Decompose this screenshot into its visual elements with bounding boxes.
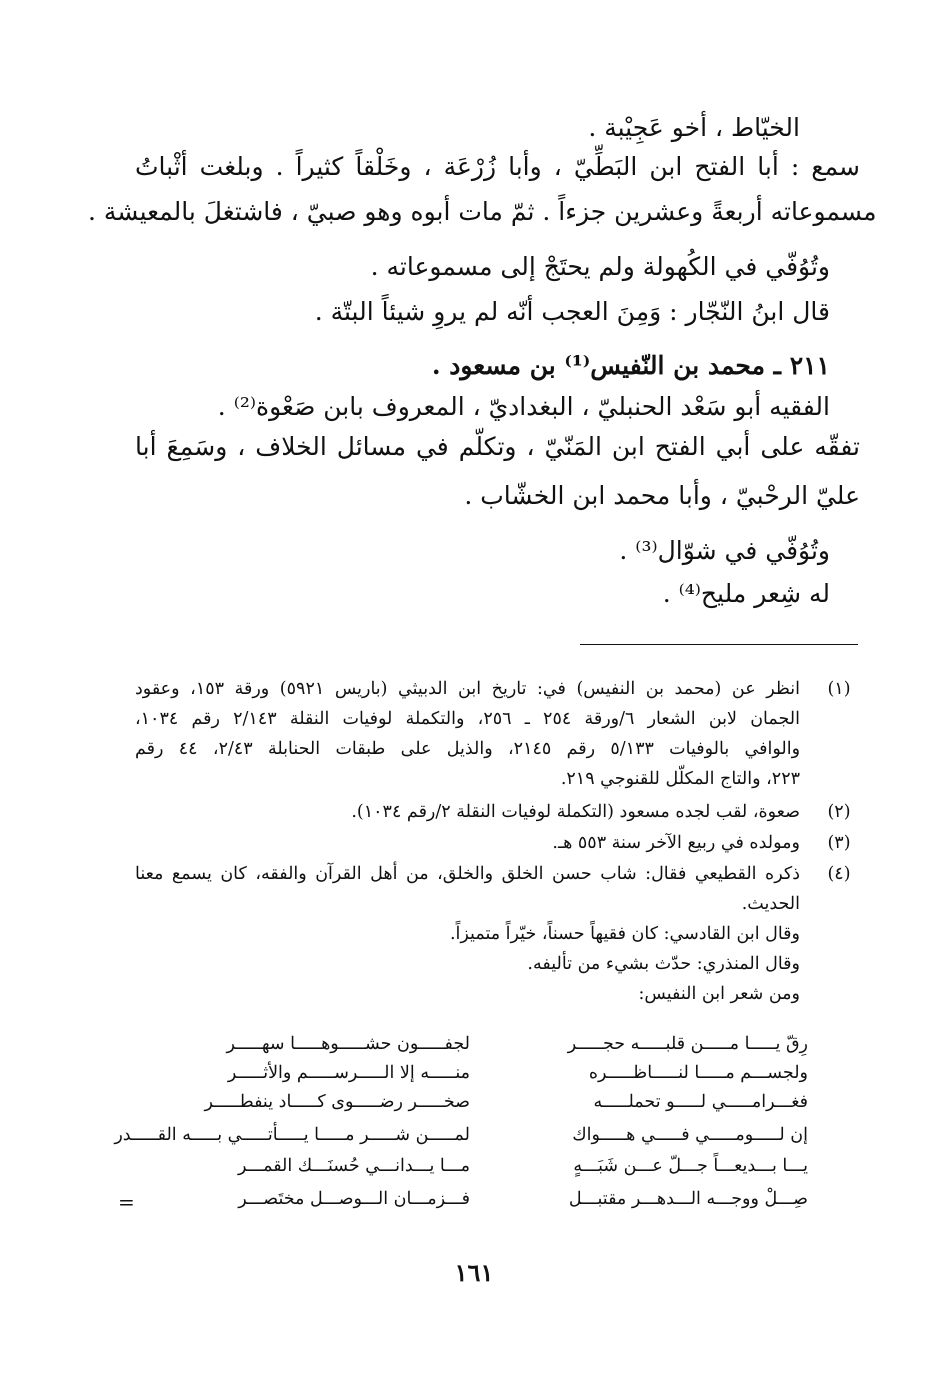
footnote-line: ومن شعر ابن النفيس: (638, 984, 800, 1004)
poem-hemistich-right: ولجســـم مـــــا لنـــــاظـــــره (588, 1063, 808, 1083)
footnote-line: الجمان لابن الشعار ٦/ورقة ٢٥٤ ـ ٢٥٦، والتكملة لوفيات النقلة ٢/١٤٣ رقم ١٠٣٤، (135, 709, 800, 729)
poem-hemistich-left: صخـــــر رضـــــوى كـــــاد ينفطـــــر (204, 1092, 470, 1112)
footnote-line: الحديث. (741, 894, 800, 914)
text-line: وتُوُفّي في شوّال⁽³⁾ . (619, 536, 830, 565)
footnote-line: والوافي بالوفيات ٥/١٣٣ رقم ٢١٤٥، والذيل على طبقات الحنابلة ٢/٤٣، ٤٤ رقم (135, 739, 801, 759)
text-line: وتُوُفّي في الكُهولة ولم يحتَجْ إلى مسموعاته . (370, 252, 830, 281)
text-line: تفقّه على أبي الفتح ابن المَنّيّ ، وتكلّم في مسائل الخلاف ، وسَمِعَ أبا (135, 432, 860, 461)
footnote-number: (٣) (827, 833, 851, 853)
footnote-number: (٢) (827, 802, 851, 822)
footnote-line: صعوة، لقب لجده مسعود (التكملة لوفيات النقلة ٢/رقم ١٠٣٤). (351, 802, 800, 822)
footnote-line: انظر عن (محمد بن النفيس) في: تاريخ ابن الدبيثي (باريس ٥٩٢١) ورقة ١٥٣، وعقود (135, 679, 800, 699)
text-line: عليّ الرحْبيّ ، وأبا محمد ابن الخشّاب . (464, 481, 860, 510)
entry-heading: ٢١١ ـ محمد بن النّفيس⁽¹⁾ بن مسعود . (431, 351, 830, 380)
footnote-line: ومولده في ربيع الآخر سنة ٥٥٣ هـ. (552, 833, 800, 853)
footnote-line: ٢٢٣، والتاج المكلّل للقنوجي ٢١٩. (560, 769, 800, 789)
poem-hemistich-left: لجفـــــون حشـــــوهـــــا سهـــــر (226, 1034, 470, 1054)
text-line: سمع : أبا الفتح ابن البَطِّيّ ، وأبا زُرْعَة ، وخَلْقاً كثيراً . وبلغت أثْباتُ (135, 152, 860, 181)
footnote-number: (١) (827, 679, 851, 699)
poem-hemistich-left: لمـــــن شـــــر مـــــا يـــــأتـــــي بـــــه القـــــدر (114, 1125, 470, 1145)
page-number: ١٦١ (454, 1258, 494, 1287)
poem-hemistich-left: مـــا يـــدانـــي حُسنَـــك القمـــر (238, 1156, 470, 1176)
text-line: الخيّاط ، أخو عَجِيْبة . (588, 113, 800, 142)
poem-hemistich-right: رِقّ يـــــا مـــــن قلبـــــه حجـــــر (567, 1034, 808, 1054)
footnote-separator (580, 644, 858, 645)
text-line: الفقيه أبو سَعْد الحنبليّ ، البغداديّ ، المعروف بابن صَعْوة⁽²⁾ . (217, 392, 830, 421)
footnote-line: ذكره القطيعي فقال: شاب حسن الخلق والخلق، من أهل القرآن والفقه، كان يسمع معنا (135, 864, 800, 884)
poem-hemistich-right: يـــا بـــديعـــاً جـــلّ عـــن شَبَـــهٍ (573, 1156, 808, 1176)
text-line: قال ابنُ النّجّار : وَمِنَ العجب أنّه لم يروِ شيئاً البتّة . (314, 297, 830, 326)
poem-hemistich-right: صِـــلْ ووجـــه الـــدهـــر مقتبـــل (568, 1189, 808, 1209)
poem-hemistich-right: فغـــرامـــــي لـــــو تحملـــــه (593, 1092, 808, 1112)
text-line: مسموعاته أربعةً وعشرين جزءاً . ثمّ مات أبوه وهو صبيّ ، فاشتغلَ بالمعيشة . (88, 197, 877, 226)
footnote-number: (٤) (827, 864, 851, 884)
footnote-line: وقال المنذري: حدّث بشيء من تأليفه. (527, 954, 800, 974)
footnote-line: وقال ابن القادسي: كان فقيهاً حسناً، خيّراً متميزاً. (449, 924, 800, 944)
poem-hemistich-left: فـــزمـــان الـــوصـــل مختَصـــر (238, 1189, 470, 1209)
poem-hemistich-right: إن لـــــومـــــي فـــــي هـــــواك (572, 1125, 808, 1145)
poem-hemistich-left: منـــــه إلا الـــــرســـــم والأثـــــر (227, 1063, 470, 1083)
text-line: له شِعر مليح⁽⁴⁾ . (662, 579, 830, 608)
continuation-mark: = (118, 1190, 135, 1214)
